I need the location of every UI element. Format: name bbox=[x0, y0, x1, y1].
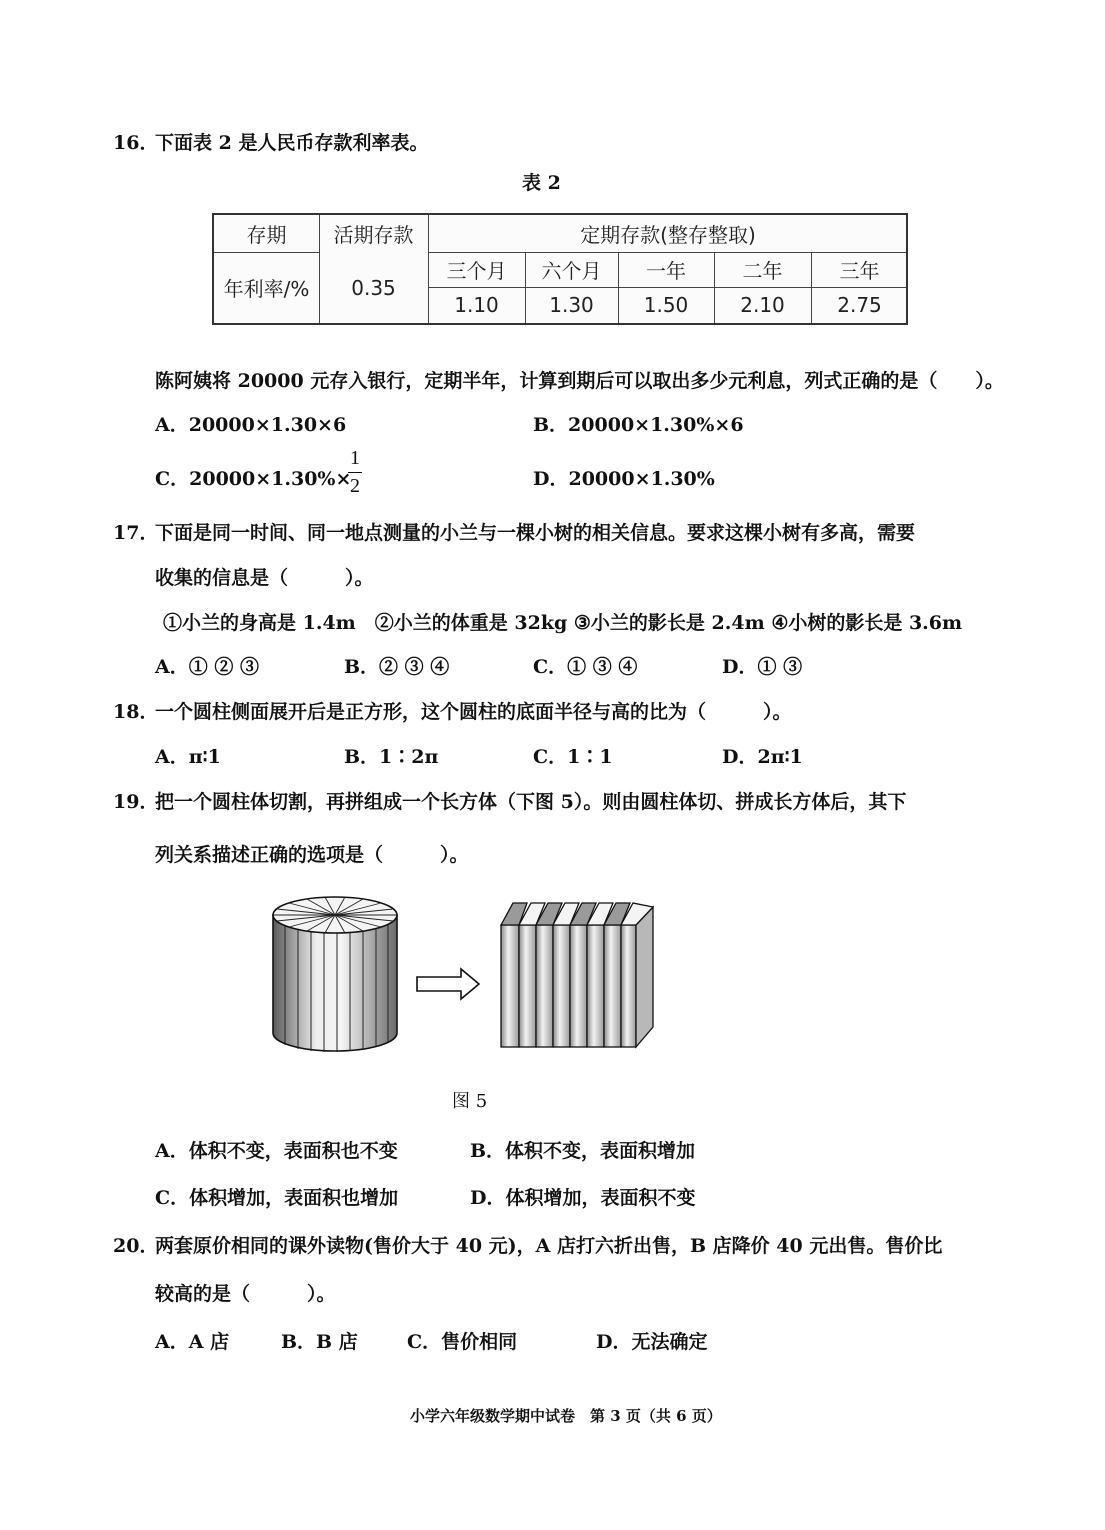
q16-stem: 下面表 2 是人民币存款利率表。 bbox=[155, 132, 429, 154]
q17-option-a: A．① ② ③ bbox=[155, 656, 259, 678]
term-cell: 三年 bbox=[839, 259, 880, 283]
interest-rate-table bbox=[212, 213, 908, 325]
q18-option-c: C．1∶1 bbox=[533, 746, 613, 768]
rate-cell: 1.30 bbox=[549, 293, 594, 317]
header-term: 存期 bbox=[246, 223, 287, 247]
cylinder-icon bbox=[273, 897, 397, 1052]
q16-option-b: B．20000×1.30%×6 bbox=[533, 414, 744, 436]
q20-option-c: C．售价相同 bbox=[407, 1331, 518, 1353]
term-cell: 一年 bbox=[646, 259, 686, 283]
cylinder-to-cuboid-figure bbox=[265, 885, 665, 1065]
q18-option-a: A．π∶1 bbox=[155, 746, 221, 768]
q17-option-b: B．② ③ ④ bbox=[344, 656, 450, 678]
q18-option-b: B．1∶2π bbox=[344, 746, 439, 768]
q17-option-d: D．① ③ bbox=[722, 656, 803, 678]
cuboid-icon bbox=[501, 903, 653, 1047]
q17-line1: 下面是同一时间、同一地点测量的小兰与一棵小树的相关信息。要求这棵小树有多高，需要 bbox=[155, 522, 916, 544]
q17-info: ①小兰的身高是 1.4m ②小兰的体重是 32kg ③小兰的影长是 2.4m ④小树的影长是 3.6m bbox=[163, 612, 963, 634]
fraction-numerator: 1 bbox=[350, 447, 360, 469]
q17-line2: 收集的信息是（ ）。 bbox=[155, 567, 374, 589]
term-cell: 六个月 bbox=[541, 259, 602, 283]
rate-cell: 1.50 bbox=[643, 293, 689, 317]
term-cell: 二年 bbox=[742, 259, 783, 283]
q16-option-a: A．20000×1.30×6 bbox=[155, 414, 347, 436]
figure-caption: 图 5 bbox=[452, 1091, 488, 1112]
fraction-one-half bbox=[345, 447, 365, 498]
page-footer: 小学六年级数学期中试卷 第 3 页（共 6 页） bbox=[410, 1407, 722, 1425]
q18-option-d: D．2π∶1 bbox=[722, 746, 803, 768]
q20-option-b: B．B 店 bbox=[281, 1331, 358, 1353]
q20-line1: 两套原价相同的课外读物(售价大于 40 元)，A 店打六折出售，B 店降价 40 元出售。售价比 bbox=[155, 1235, 943, 1257]
fraction-denominator: 2 bbox=[350, 475, 360, 497]
q17-option-c: C．① ③ ④ bbox=[533, 656, 638, 678]
rate-cell: 2.10 bbox=[740, 293, 785, 317]
table-title: 表 2 bbox=[522, 172, 561, 194]
q18-number: 18． bbox=[113, 701, 159, 723]
q20-number: 20． bbox=[113, 1235, 159, 1257]
q19-option-b: B．体积不变，表面积增加 bbox=[470, 1140, 696, 1162]
q16-option-d: D．20000×1.30% bbox=[533, 468, 715, 490]
demand-rate-value: 0.35 bbox=[351, 275, 396, 300]
q19-number: 19． bbox=[113, 791, 159, 813]
q20-line2: 较高的是（ ）。 bbox=[155, 1283, 336, 1305]
q16-option-c: C．20000×1.30%× bbox=[155, 468, 352, 490]
q20-option-a: A．A 店 bbox=[155, 1331, 230, 1353]
q18-stem: 一个圆柱侧面展开后是正方形，这个圆柱的底面半径与高的比为（ ）。 bbox=[155, 701, 792, 723]
q16-number: 16． bbox=[113, 132, 159, 154]
q20-option-d: D．无法确定 bbox=[596, 1331, 708, 1353]
rate-cell: 2.75 bbox=[837, 293, 882, 317]
term-cell: 三个月 bbox=[446, 259, 507, 283]
right-arrow-icon bbox=[417, 969, 479, 999]
q19-option-d: D．体积增加，表面积不变 bbox=[470, 1187, 696, 1209]
q19-line1: 把一个圆柱体切割，再拼组成一个长方体（下图 5）。则由圆柱体切、拼成长方体后，其下 bbox=[155, 791, 907, 813]
q16-question: 陈阿姨将 20000 元存入银行，定期半年，计算到期后可以取出多少元利息，列式正确的是（ ）。 bbox=[155, 370, 1004, 392]
q17-number: 17． bbox=[113, 522, 159, 544]
q19-option-a: A．体积不变，表面积也不变 bbox=[155, 1140, 398, 1162]
header-demand-deposit: 活期存款 bbox=[333, 223, 414, 247]
header-fixed-deposit: 定期存款(整存整取) bbox=[580, 223, 756, 247]
q19-option-c: C．体积增加，表面积也增加 bbox=[155, 1187, 399, 1209]
rate-cell: 1.10 bbox=[454, 293, 499, 317]
q19-line2: 列关系描述正确的选项是（ ）。 bbox=[155, 844, 469, 866]
row-label-annual-rate: 年利率/% bbox=[223, 277, 310, 301]
